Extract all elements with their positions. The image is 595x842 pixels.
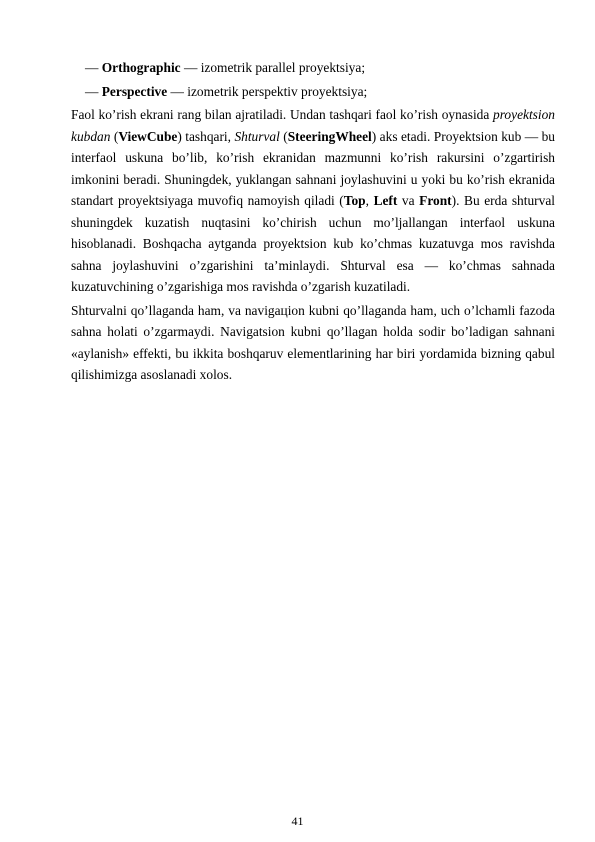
text-run: (: [279, 128, 288, 144]
bold-term-steeringwheel: SteeringWheel: [287, 128, 372, 144]
bold-term-front: Front: [419, 193, 452, 208]
bullet-dash: —: [85, 83, 99, 99]
bullet-text: — izometrik perspektiv proyektsiya;: [167, 83, 368, 99]
text-run: ) tashqari,: [177, 128, 235, 144]
page-content: [71, 57, 555, 386]
bold-term-viewcube: ViewCube: [118, 128, 178, 144]
bold-term-top: Top: [343, 193, 366, 208]
italic-term: proyektsion kubdan: [71, 107, 555, 144]
bold-term-left: Left: [373, 193, 398, 208]
text-run: ,: [365, 193, 374, 208]
text-run: va: [397, 193, 420, 208]
term-perspective: Perspective: [101, 83, 168, 99]
bullet-dash: —: [85, 60, 99, 75]
term-orthographic: Orthographic: [101, 60, 181, 75]
paragraph-viewcube: [71, 104, 555, 298]
text-run: ) aks etadi. Proyektsion kub — bu interfaol uskuna bo’lib, ko’rish ekranidan mazmunni ko’rish rakursini o’zgartirish imkonini beradi. Shuningdek, yuklangan sahnani joylashuvini u yoki bu ko’rish ekranida standart proyektsiyaga muvofiq namoyish qiladi (: [71, 128, 555, 208]
italic-term: Shturval: [234, 128, 280, 144]
text-run: ). Bu erda shturval shuningdek kuzatish nuqtasini ko’chirish uchun mo’ljallangan interfaol uskuna hisoblanadi. Boshqacha aytganda proyektsion kub ko’chmas kuzatuvga mos ravishda sahna joylashuvini o’zgarishini ta’minlaydi. Shturval esa — ko’chmas sahnada kuzatuvchining o’zgarishiga mos ravishda o’zgarish kuzatiladi.: [71, 193, 555, 294]
list-item: [85, 57, 555, 79]
bullet-text: — izometrik parallel proyektsiya;: [180, 60, 366, 75]
page-number: 41: [291, 814, 304, 828]
text-run: Faol ko’rish ekrani rang bilan ajratiladi. Undan tashqari faol ko’rish oynasida: [71, 107, 494, 122]
text-run: (: [110, 128, 119, 144]
paragraph-shturval: Shturvalni qo’llaganda ham, va navigaцion kubni qo’llaganda ham, uch o’lchamli fazoda sahna holati o’zgarmaydi. Navigatsion kubni qo’llagan holda sodir bo’ladigan sahnani «aylanish» effekti, bu ikkita boshqaruv elementlarining har biri yordamida bizning qabul qilishimizga asoslanadi xolos.: [71, 302, 555, 382]
list-item: [85, 81, 555, 103]
